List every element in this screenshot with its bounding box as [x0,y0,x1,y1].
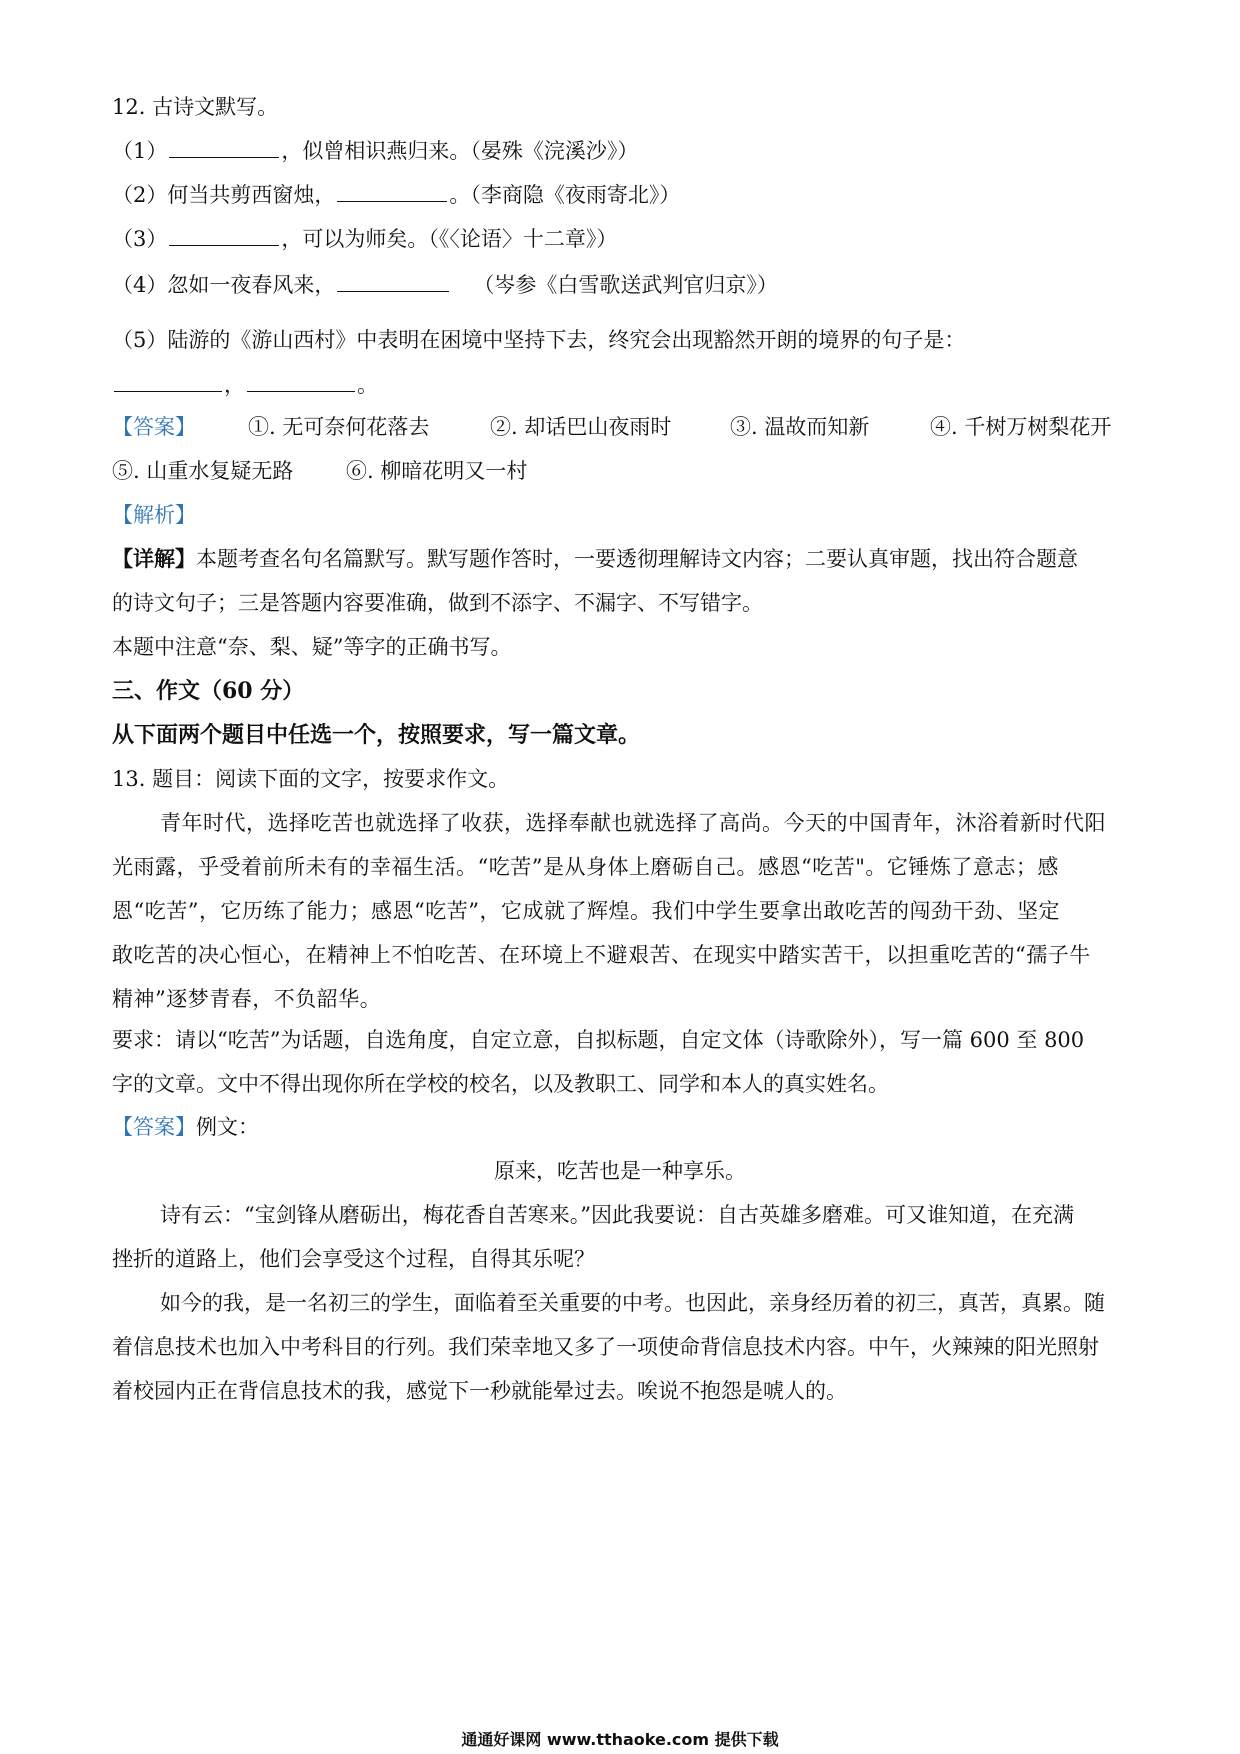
answer-label: 例文： [196,1115,259,1139]
question-12-item-1 [112,136,638,166]
answer-item-3: ③. 温故而知新 [730,415,870,439]
question-13-title: 13. 题目：阅读下面的文字，按要求作文。 [112,767,510,791]
item-prefix: （3） [112,227,168,251]
section-instruction: 从下面两个题目中任选一个，按照要求，写一篇文章。 [112,722,641,748]
passage-line: 敢吃苦的决心恒心，在精神上不怕吃苦、在环境上不避艰苦、在现实中踏实苦干，以担重吃苦的“孺子牛 [112,943,1091,967]
passage-line: 恩“吃苦”，它历练了能力；感恩“吃苦”，它成就了辉煌。我们中学生要拿出敢吃苦的闯劲干劲、坚定 [112,899,1060,923]
answer-tag: 【答案】 [112,1115,196,1139]
item-after: ，可以为师矣。（《〈论语〉十二章》） [281,227,618,251]
question-12-title: 12. 古诗文默写。 [112,95,279,119]
answer-item-2: ②. 却话巴山夜雨时 [490,415,672,439]
item-after: （岑参《白雪歌送武判官归京》） [473,273,778,297]
requirement-line: 要求：请以“吃苦”为话题，自选角度，自定立意，自拟标题，自定文体（诗歌除外），写一篇 600 至 800 [112,1028,1085,1052]
passage-line: 光雨露，乎受着前所未有的幸福生活。“吃苦”是从身体上磨砺自己。感恩“吃苦"。它锤炼了意志；感 [112,855,1059,879]
question-12-item-5-blanks [112,370,378,400]
analysis-detail-line-1 [112,544,1078,574]
fill-blank [337,181,447,202]
detail-text: 本题考查名句名篇默写。默写题作答时，一要透彻理解诗文内容；二要认真审题，找出符合题意 [196,547,1078,571]
terminator: 。 [357,373,378,397]
answer-tag: 【答案】 [112,415,196,439]
fill-blank [114,371,222,392]
passage-line: 精神”逐梦青春，不负韶华。 [112,987,382,1011]
essay-title: 原来，吃苦也是一种享乐。 [494,1159,746,1183]
item-after: ，似曾相识燕归来。（晏殊《浣溪沙》） [281,139,639,163]
fill-blank [337,271,449,292]
answer-item-1: ①. 无可奈何花落去 [248,415,430,439]
analysis-detail-line-2: 的诗文句子；三是答题内容要准确，做到不添字、不漏字、不写错字。 [112,591,763,615]
item-prefix: （4）忽如一夜春风来， [112,273,336,297]
item-after: 。（李商隐《夜雨寄北》） [449,183,681,207]
fill-blank [169,137,279,158]
essay-paragraph-line: 挫折的道路上，他们会享受这个过程，自得其乐呢？ [112,1247,595,1271]
answer-item-5: ⑤. 山重水复疑无路 [112,459,294,483]
detail-tag: 【详解】 [112,546,196,571]
fill-blank [169,225,279,246]
page-footer: 通通好课网 www.tthaoke.com 提供下载 [461,1730,779,1749]
essay-paragraph-line: 着信息技术也加入中考科目的行列。我们荣幸地又多了一项使命背信息技术内容。中午，火辣辣的阳光照射 [112,1335,1099,1359]
item-prefix: （2）何当共剪西窗烛， [112,183,336,207]
separator: ， [224,373,245,397]
item-prefix: （1） [112,139,168,163]
passage-line: 青年时代，选择吃苦也就选择了收获，选择奉献也就选择了高尚。今天的中国青年，沐浴着新时代阳 [160,811,1106,835]
essay-paragraph-line: 着校园内正在背信息技术的我，感觉下一秒就能晕过去。唉说不抱怨是唬人的。 [112,1379,847,1403]
answer-13-header [112,1112,259,1142]
section-heading: 三、作文（60 分） [112,678,305,704]
answer-item-6: ⑥. 柳暗花明又一村 [346,459,528,483]
fill-blank [247,371,355,392]
question-12-item-5: （5）陆游的《游山西村》中表明在困境中坚持下去，终究会出现豁然开朗的境界的句子是： [112,328,966,352]
question-12-item-2 [112,180,680,210]
essay-paragraph-line: 诗有云：“宝剑锋从磨砺出，梅花香自苦寒来。”因此我要说：自古英雄多磨难。可又谁知道，在充满 [160,1203,1074,1227]
answer-item-4: ④. 千树万树梨花开 [930,415,1112,439]
analysis-tag: 【解析】 [112,503,196,527]
question-12-item-4 [112,270,778,300]
essay-paragraph-line: 如今的我，是一名初三的学生，面临着至关重要的中考。也因此，亲身经历着的初三，真苦，真累。随 [160,1291,1105,1315]
analysis-note: 本题中注意“奈、梨、疑”等字的正确书写。 [112,635,512,659]
requirement-line: 字的文章。文中不得出现你所在学校的校名，以及教职工、同学和本人的真实姓名。 [112,1072,889,1096]
question-12-item-3 [112,224,617,254]
